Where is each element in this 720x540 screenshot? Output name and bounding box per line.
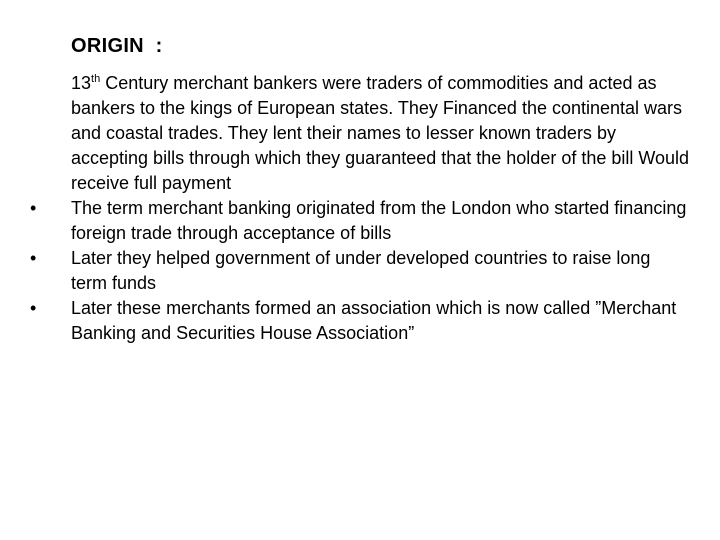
bullet-text: Later they helped government of under developed countries to raise long term funds bbox=[71, 248, 651, 293]
intro-text: Century merchant bankers were traders of commodities and acted as bankers to the kings of European states. They Financed the continental wars and coastal trades. They lent their names to lesser known traders by accepting bills through which they guaranteed that the holder of the bill Would receive full payment bbox=[71, 73, 690, 193]
bullet-text: The term merchant banking originated from the London who started financing foreign trade through acceptance of bills bbox=[71, 198, 687, 243]
intro-lead-number: 13 bbox=[71, 73, 92, 93]
bullet-item bbox=[30, 296, 690, 346]
bullet-text: Later these merchants formed an association which is now called ”Merchant Banking and Securities House Association” bbox=[71, 298, 677, 343]
bullet-item bbox=[30, 196, 690, 246]
intro-paragraph bbox=[30, 71, 690, 196]
bullet-item bbox=[30, 246, 690, 296]
slide-body bbox=[30, 71, 690, 346]
slide-heading: ORIGIN : bbox=[71, 35, 163, 57]
intro-lead-suffix: th bbox=[91, 73, 101, 85]
